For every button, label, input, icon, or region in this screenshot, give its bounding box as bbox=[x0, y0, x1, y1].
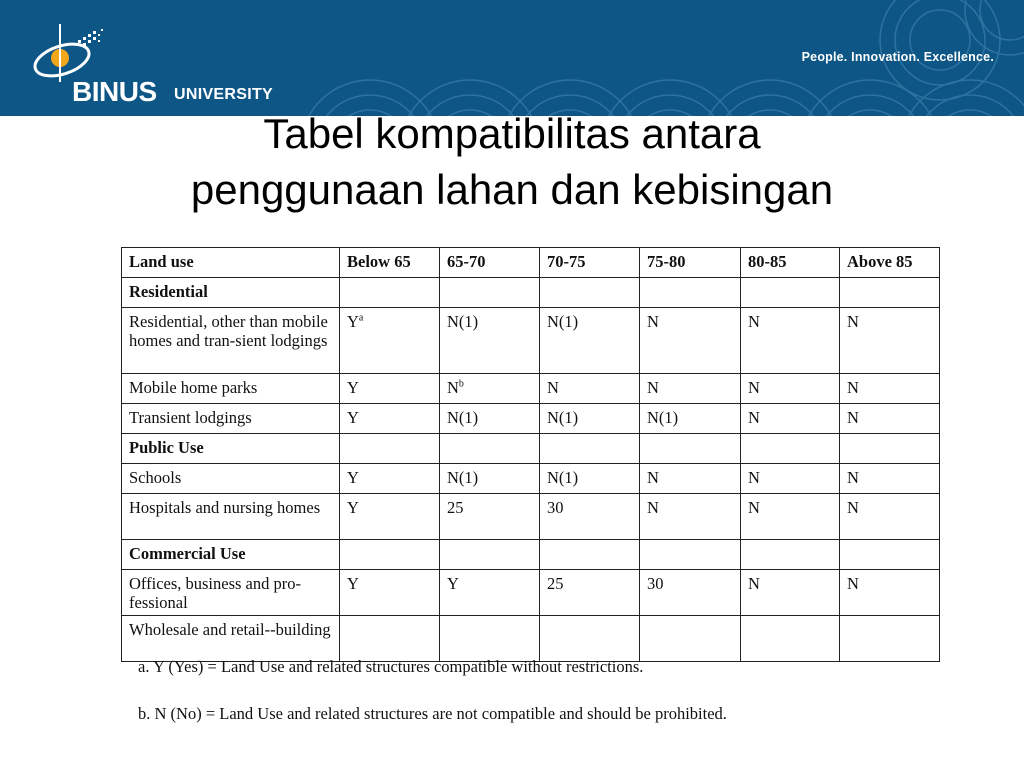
value-cell: N(1) bbox=[440, 308, 540, 374]
value-cell bbox=[440, 616, 540, 662]
value-cell: Y bbox=[340, 494, 440, 540]
value-cell: N bbox=[741, 308, 840, 374]
value-cell: 30 bbox=[540, 494, 640, 540]
value-cell: N bbox=[741, 570, 840, 616]
value-cell: 30 bbox=[640, 570, 741, 616]
value-cell: Y bbox=[340, 464, 440, 494]
land-use-cell: Hospitals and nursing homes bbox=[122, 494, 340, 540]
value-cell: $N^b$ bbox=[440, 374, 540, 404]
value-cell: N bbox=[741, 464, 840, 494]
column-header: Below 65 bbox=[340, 248, 440, 278]
footnote-a: a. Y (Yes) = Land Use and related structures compatible without restrictions. bbox=[138, 657, 644, 676]
value-cell: N(1) bbox=[540, 404, 640, 434]
value-cell: N bbox=[840, 374, 940, 404]
land-use-cell: Schools bbox=[122, 464, 340, 494]
value-cell: N bbox=[741, 404, 840, 434]
tagline: People. Innovation. Excellence. bbox=[801, 50, 994, 64]
value-cell: N bbox=[741, 374, 840, 404]
value-cell: Y bbox=[340, 570, 440, 616]
section-label: Commercial Use bbox=[122, 540, 340, 570]
value-cell bbox=[640, 616, 741, 662]
title-line-2: penggunaan lahan dan kebisingan bbox=[190, 166, 834, 213]
column-header: 70-75 bbox=[540, 248, 640, 278]
value-cell: $Y^a$ bbox=[340, 308, 440, 374]
value-cell bbox=[540, 616, 640, 662]
value-cell: N bbox=[640, 494, 741, 540]
table-header-row bbox=[122, 248, 940, 278]
value-cell bbox=[840, 616, 940, 662]
land-use-cell: Mobile home parks bbox=[122, 374, 340, 404]
land-use-cell: Offices, business and pro-fessional bbox=[122, 570, 340, 616]
footnote-b: b. N (No) = Land Use and related structures are not compatible and should be prohibited. bbox=[138, 704, 727, 723]
value-cell: N(1) bbox=[640, 404, 741, 434]
value-cell: N bbox=[540, 374, 640, 404]
table-section-row bbox=[122, 434, 940, 464]
land-use-cell: Wholesale and retail--building bbox=[122, 616, 340, 662]
logo-wordmark: BINUS bbox=[72, 76, 157, 107]
table-row bbox=[122, 494, 940, 540]
land-use-cell: Transient lodgings bbox=[122, 404, 340, 434]
value-cell bbox=[340, 616, 440, 662]
value-cell: Y bbox=[440, 570, 540, 616]
value-cell: N bbox=[640, 464, 741, 494]
header-banner bbox=[0, 0, 1024, 116]
value-cell: N(1) bbox=[540, 308, 640, 374]
land-use-cell: Residential, other than mobile homes and tran-sient lodgings bbox=[122, 308, 340, 374]
table-section-row bbox=[122, 278, 940, 308]
value-cell: 25 bbox=[540, 570, 640, 616]
column-header: Above 85 bbox=[840, 248, 940, 278]
value-cell: N bbox=[640, 308, 741, 374]
value-cell: N bbox=[840, 308, 940, 374]
value-cell: N bbox=[741, 494, 840, 540]
value-cell bbox=[741, 616, 840, 662]
slide-title bbox=[0, 106, 1024, 218]
footnote-marker: b bbox=[458, 378, 464, 390]
footnote-marker: a bbox=[358, 312, 364, 324]
column-header: Land use bbox=[122, 248, 340, 278]
table-row bbox=[122, 570, 940, 616]
compatibility-table bbox=[121, 247, 940, 662]
logo-university: UNIVERSITY bbox=[174, 86, 274, 103]
table-row bbox=[122, 464, 940, 494]
value-cell: N bbox=[840, 464, 940, 494]
value-cell: N(1) bbox=[440, 404, 540, 434]
table-row bbox=[122, 616, 940, 662]
value-cell: N bbox=[840, 404, 940, 434]
value-cell: N(1) bbox=[540, 464, 640, 494]
table-row bbox=[122, 308, 940, 374]
value-cell: N bbox=[840, 494, 940, 540]
value-cell: N(1) bbox=[440, 464, 540, 494]
section-label: Residential bbox=[122, 278, 340, 308]
table-section-row bbox=[122, 540, 940, 570]
value-cell: 25 bbox=[440, 494, 540, 540]
column-header: 75-80 bbox=[640, 248, 741, 278]
column-header: 65-70 bbox=[440, 248, 540, 278]
value-cell: N bbox=[640, 374, 741, 404]
value-cell: Y bbox=[340, 404, 440, 434]
binus-logo bbox=[22, 18, 302, 107]
table-row bbox=[122, 404, 940, 434]
table-row bbox=[122, 374, 940, 404]
column-header: 80-85 bbox=[741, 248, 840, 278]
value-cell: N bbox=[840, 570, 940, 616]
section-label: Public Use bbox=[122, 434, 340, 464]
title-line-1: Tabel kompatibilitas antara bbox=[263, 110, 761, 157]
value-cell: Y bbox=[340, 374, 440, 404]
